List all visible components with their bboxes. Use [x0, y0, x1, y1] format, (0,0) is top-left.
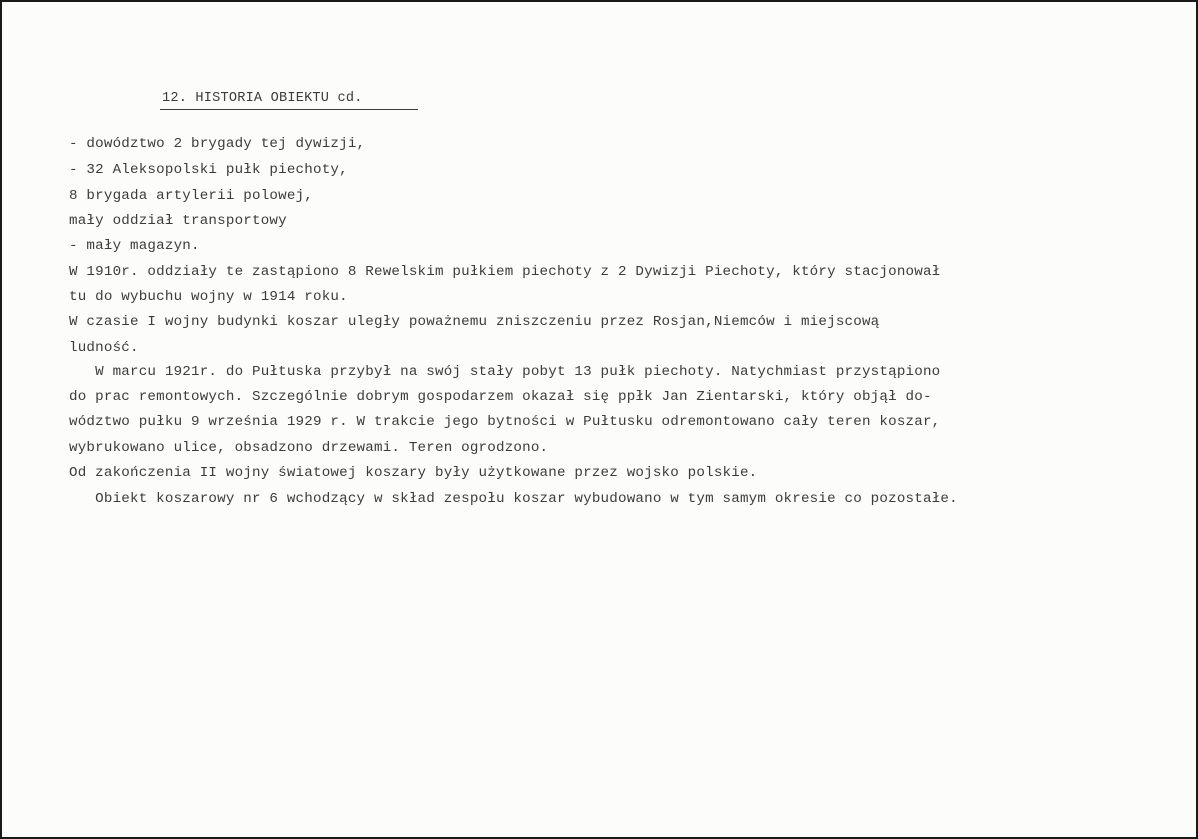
text-line: W czasie I wojny budynki koszar uległy poważnemu zniszczeniu przez Rosjan,Niemców i miejscową [69, 314, 880, 330]
heading-underline [160, 109, 418, 110]
text-line: W 1910r. oddziały te zastąpiono 8 Rewelskim pułkiem piechoty z 2 Dywizji Piechoty, który stacjonował [69, 264, 941, 280]
text-line: 8 brygada artylerii polowej, [69, 188, 313, 204]
text-line: mały oddział transportowy [69, 213, 287, 229]
text-line: wybrukowano ulice, obsadzono drzewami. Teren ogrodzono. [69, 440, 549, 456]
text-line: - 32 Aleksopolski pułk piechoty, [69, 162, 348, 178]
text-line: ludność. [69, 340, 139, 356]
text-line: wództwo pułku 9 września 1929 r. W trakcie jego bytności w Pułtusku odremontowano cały teren koszar, [69, 414, 941, 430]
text-line: W marcu 1921r. do Pułtuska przybył na swój stały pobyt 13 pułk piechoty. Natychmiast przystąpiono [69, 364, 941, 380]
text-line: - mały magazyn. [69, 238, 200, 254]
section-heading: 12. HISTORIA OBIEKTU cd. [162, 91, 363, 106]
text-line: - dowództwo 2 brygady tej dywizji, [69, 136, 366, 152]
text-line: Od zakończenia II wojny światowej koszary były użytkowane przez wojsko polskie. [69, 465, 758, 481]
text-line: do prac remontowych. Szczególnie dobrym gospodarzem okazał się ppłk Jan Zientarski, który objął do- [69, 389, 932, 405]
text-line: tu do wybuchu wojny w 1914 roku. [69, 289, 348, 305]
text-line: Obiekt koszarowy nr 6 wchodzący w skład zespołu koszar wybudowano w tym samym okresie co pozostałe. [69, 491, 958, 507]
